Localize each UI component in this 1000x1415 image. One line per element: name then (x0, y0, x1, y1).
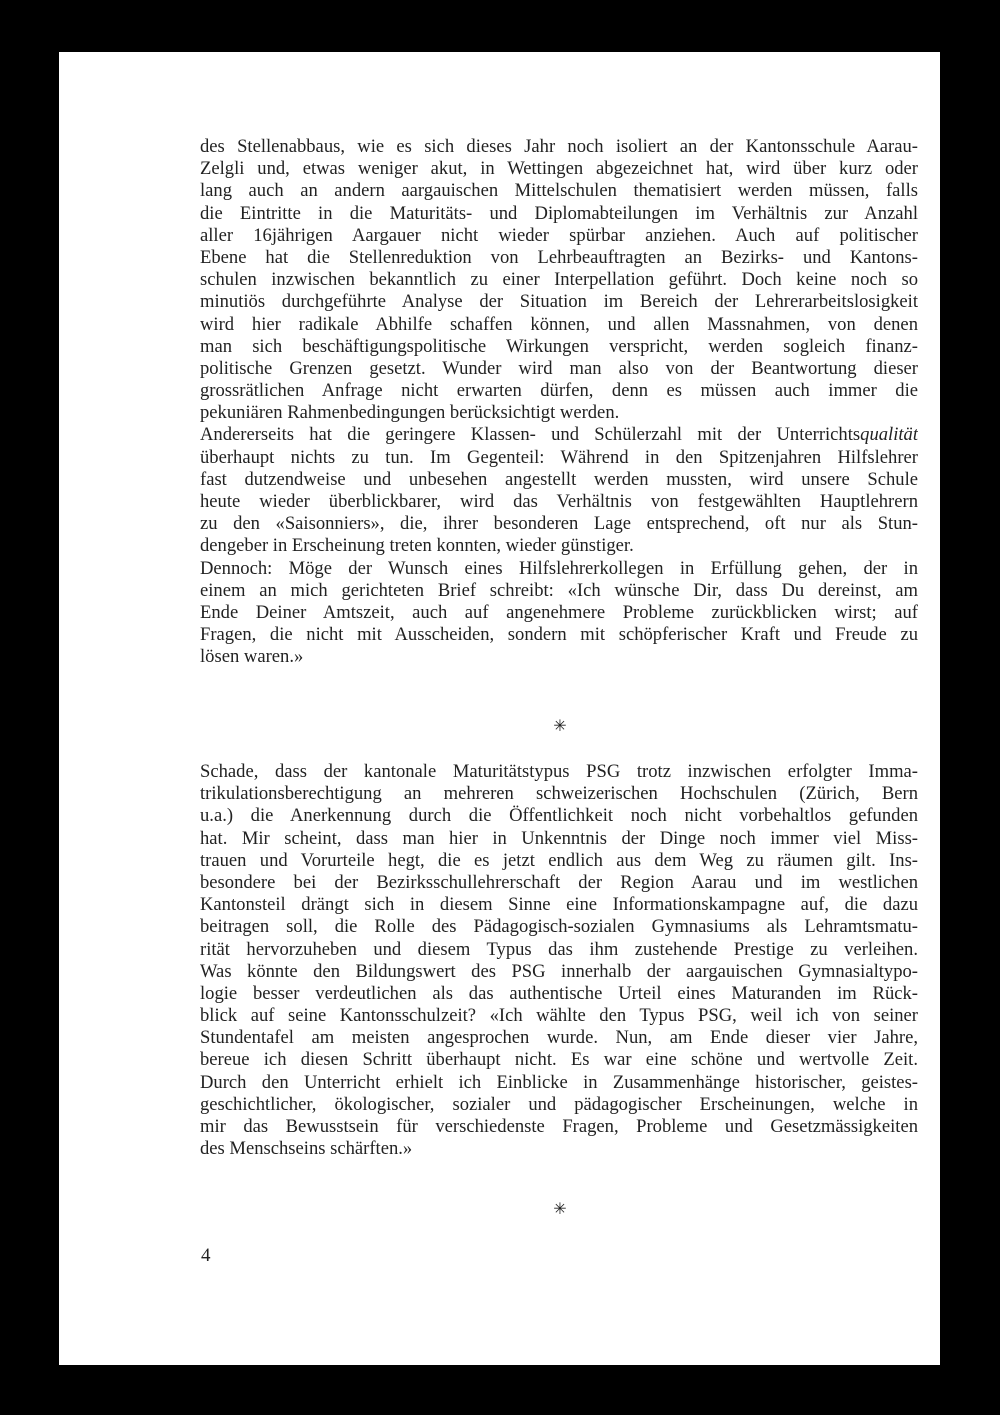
text-line: Ende Deiner Amtszeit, auch auf angenehmere Probleme zurückblicken wirst; auf (200, 601, 918, 623)
text-line: fast dutzendweise und unbesehen angestellt werden mussten, wird unsere Schule (200, 468, 918, 490)
text-line: des Menschseins schärften.» (200, 1138, 413, 1160)
text-line: bereue ich diesen Schritt überhaupt nicht. Es war eine schöne und wertvolle Zeit. (200, 1049, 918, 1071)
text-line: logie besser verdeutlichen als das authentische Urteil eines Maturanden im Rück- (200, 982, 918, 1004)
text-line: zu den «Saisonniers», die, ihrer besonderen Lage entsprechend, oft nur als Stun- (200, 513, 918, 535)
text-line: rität hervorzuheben und diesem Typus das ihm zustehende Prestige zu verleihen. (200, 938, 918, 960)
text-line: pekuniären Rahmenbedingungen berücksichtigt werden. (200, 402, 620, 424)
text-line: dengeber in Erscheinung treten konnten, wieder günstiger. (200, 535, 634, 557)
text-line: die Eintritte in die Maturitäts- und Diplomabteilungen im Verhältnis zur Anzahl (200, 202, 918, 224)
text-line (200, 424, 918, 446)
text-segment: Andererseits hat die geringere Klassen- und Schülerzahl mit der Unterrichts (200, 424, 861, 446)
text-line: politische Grenzen gesetzt. Wunder wird man also von der Beantwortung dieser (200, 357, 918, 379)
text-line: Zelgli und, etwas weniger akut, in Wettingen abgezeichnet hat, wird über kurz oder (200, 158, 918, 180)
text-line: Fragen, die nicht mit Ausscheiden, sondern mit schöpferischer Kraft und Freude zu (200, 624, 918, 646)
page-number: 4 (201, 1245, 211, 1266)
paragraph (200, 558, 918, 669)
text-line: wird hier radikale Abhilfe schaffen können, und allen Massnahmen, von denen (200, 313, 918, 335)
text-line: Ebene hat die Stellenreduktion von Lehrbeauftragten an Bezirks- und Kantons- (200, 246, 918, 268)
text-line: Stundentafel am meisten angesprochen wurde. Nun, am Ende dieser vier Jahre, (200, 1027, 918, 1049)
text-line: Kantonsteil drängt sich in diesem Sinne eine Informationskampagne auf, die dazu (200, 894, 918, 916)
text-line: überhaupt nichts zu tun. Im Gegenteil: Während in den Spitzenjahren Hilfslehrer (200, 446, 918, 468)
paragraph (200, 424, 918, 557)
text-line: einem an mich gerichteten Brief schreibt: «Ich wünsche Dir, dass Du dereinst, am (200, 579, 918, 601)
text-line: u.a.) die Anerkennung durch die Öffentlichkeit noch nicht vorbehaltlos gefunden (200, 805, 918, 827)
text-line: geschichtlicher, ökologischer, sozialer und pädagogischer Erscheinungen, welche in (200, 1093, 918, 1115)
text-block-1 (200, 136, 918, 669)
text-line: lösen waren.» (200, 646, 304, 668)
text-line: Schade, dass der kantonale Maturitätstypus PSG trotz inzwischen erfolgter Imma- (200, 761, 918, 782)
italic-text: qualität (860, 424, 918, 446)
text-line: Durch den Unterricht erhielt ich Einblicke in Zusammenhänge historischer, geistes- (200, 1071, 918, 1093)
text-line: schulen inzwischen bekanntlich zu einer Interpellation geführt. Doch keine noch so (200, 269, 918, 291)
text-line: grossrätlichen Anfrage nicht erwarten dürfen, denn es müssen auch immer die (200, 380, 918, 402)
text-line: Was könnte den Bildungswert des PSG innerhalb der aargauischen Gymnasialtypo- (200, 960, 918, 982)
text-line: man sich beschäftigungspolitische Wirkungen verspricht, werden sogleich finanz- (200, 335, 918, 357)
text-line: blick auf seine Kantonsschulzeit? «Ich wählte den Typus PSG, weil ich von seiner (200, 1005, 918, 1027)
text-line: trauen und Vorurteile hegt, die es jetzt endlich aus dem Weg zu räumen gilt. Ins- (200, 849, 918, 871)
paragraph (200, 136, 918, 424)
text-block-2 (200, 761, 918, 1160)
text-line: Dennoch: Möge der Wunsch eines Hilfslehrerkollegen in Erfüllung gehen, der in (200, 557, 918, 579)
paragraph (200, 761, 918, 1160)
text-line: des Stellenabbaus, wie es sich dieses Jahr noch isoliert an der Kantonsschule Aarau- (200, 136, 918, 157)
text-line: minutiös durchgeführte Analyse der Situation im Bereich der Lehrerarbeitslosigkeit (200, 291, 918, 313)
text-line: mir das Bewusstsein für verschiedenste Fragen, Probleme und Gesetzmässigkeiten (200, 1116, 918, 1137)
text-line: hat. Mir scheint, dass man hier in Unkenntnis der Dinge noch immer viel Miss- (200, 827, 918, 849)
text-line: heute wieder überblickbarer, wird das Verhältnis von festgewählten Hauptlehrern (200, 491, 918, 512)
text-line: besondere bei der Bezirksschullehrerschaft der Region Aarau und im westlichen (200, 871, 918, 893)
section-separator-asterisk: ✳ (553, 716, 567, 735)
text-line: lang auch an andern aargauischen Mittelschulen thematisiert werden müssen, falls (200, 180, 918, 202)
section-separator-asterisk: ✳ (553, 1199, 567, 1218)
text-line: beitragen soll, die Rolle des Pädagogisch-sozialen Gymnasiums als Lehramtsmatu- (200, 916, 918, 938)
text-line: aller 16jährigen Aargauer nicht wieder spürbar anziehen. Auch auf politischer (200, 224, 918, 246)
text-line: trikulationsberechtigung an mehreren schweizerischen Hochschulen (Zürich, Bern (200, 783, 918, 805)
